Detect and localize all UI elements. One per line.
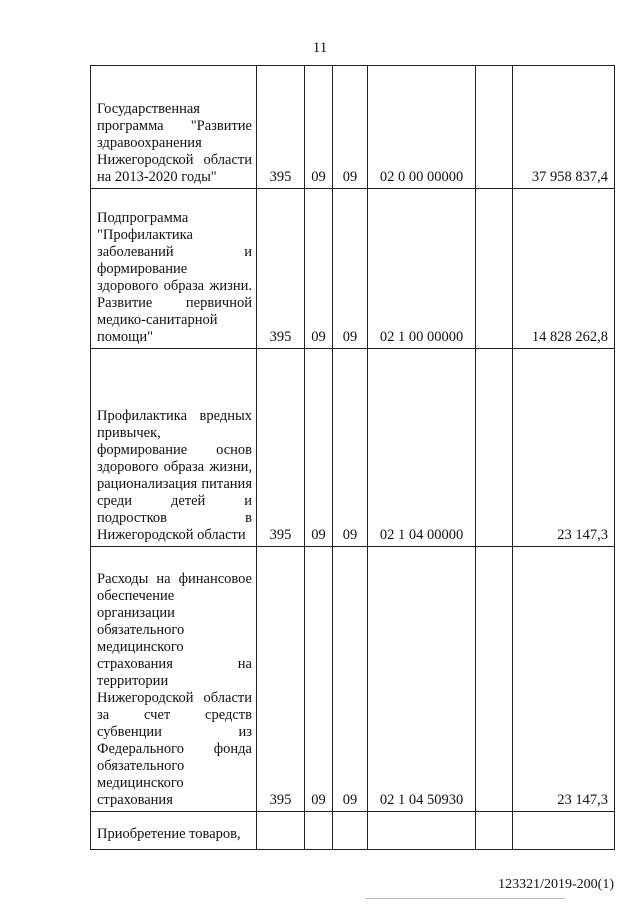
target-code: 02 1 00 00000 [368, 189, 476, 349]
scan-artifact-line [365, 898, 565, 899]
document-id: 123321/2019-200(1) [498, 877, 614, 892]
ministry-code [257, 812, 305, 850]
table-row [91, 189, 615, 349]
ministry-code: 395 [257, 547, 305, 812]
ministry-code: 395 [257, 189, 305, 349]
row-name: Государственная программа "Развитие здравоохранения Нижегородской области на 2013-2020 годы" [91, 66, 257, 189]
amount: 23 147,3 [513, 349, 615, 547]
ministry-code: 395 [257, 66, 305, 189]
section-code: 09 [305, 349, 333, 547]
table-row [91, 547, 615, 812]
target-code: 02 1 04 00000 [368, 349, 476, 547]
budget-table [90, 65, 615, 850]
expense-type-code [476, 812, 513, 850]
expense-type-code [476, 547, 513, 812]
section-code: 09 [305, 547, 333, 812]
section-code: 09 [305, 66, 333, 189]
expense-type-code [476, 66, 513, 189]
amount: 37 958 837,4 [513, 66, 615, 189]
subsection-code: 09 [333, 547, 368, 812]
amount [513, 812, 615, 850]
subsection-code: 09 [333, 66, 368, 189]
expense-type-code [476, 189, 513, 349]
target-code: 02 1 04 50930 [368, 547, 476, 812]
row-name: Профилактика вредных привычек, формирование основ здорового образа жизни, рационализация питания среди детей и подростков в Нижегородской области [91, 349, 257, 547]
target-code [368, 812, 476, 850]
expense-type-code [476, 349, 513, 547]
subsection-code: 09 [333, 189, 368, 349]
row-name: Приобретение товаров, [91, 812, 257, 850]
section-code: 09 [305, 189, 333, 349]
table-row [91, 66, 615, 189]
page-number: 11 [312, 40, 328, 56]
section-code [305, 812, 333, 850]
amount: 14 828 262,8 [513, 189, 615, 349]
amount: 23 147,3 [513, 547, 615, 812]
target-code: 02 0 00 00000 [368, 66, 476, 189]
table-row [91, 812, 615, 850]
subsection-code [333, 812, 368, 850]
row-name: Подпрограмма "Профилактика заболеваний и формирование здорового образа жизни. Развитие первичной медико-санитарной помощи" [91, 189, 257, 349]
subsection-code: 09 [333, 349, 368, 547]
table-row [91, 349, 615, 547]
row-name: Расходы на финансовое обеспечение организации обязательного медицинского страхования на территории Нижегородской области за счет средств субвенции из Федерального фонда обязательного медицинского страхования [91, 547, 257, 812]
ministry-code: 395 [257, 349, 305, 547]
